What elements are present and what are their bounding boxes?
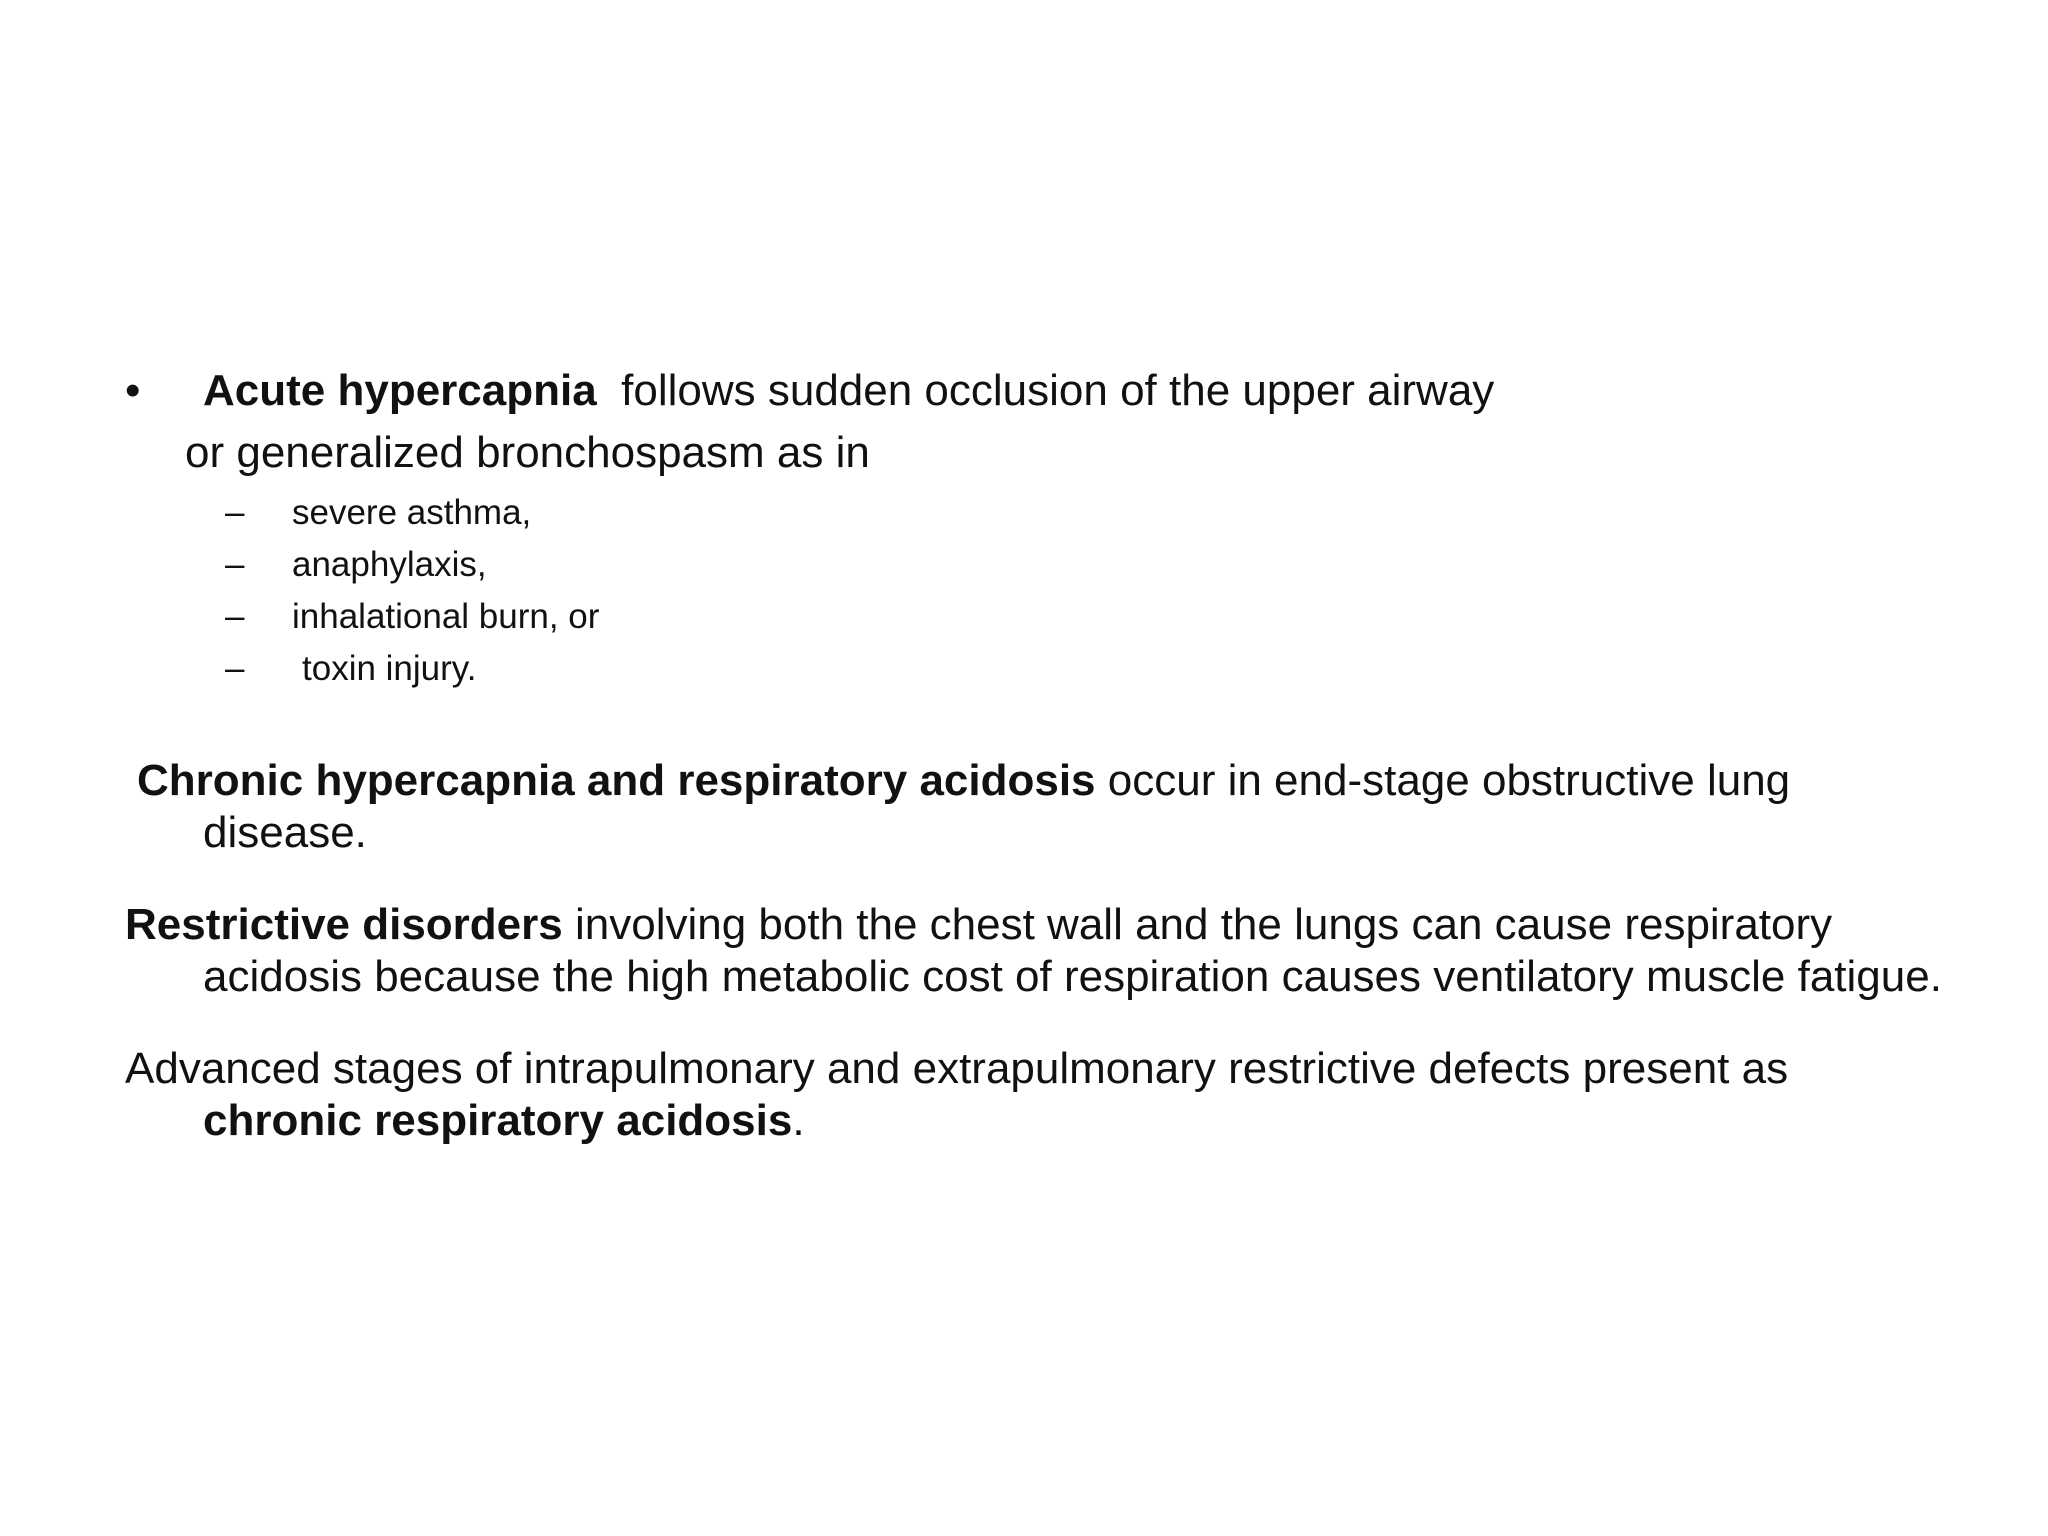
acute-causes-list xyxy=(225,487,1955,695)
dash-marker: – xyxy=(225,493,245,532)
chronic-hypercapnia-text: occur in end-stage obstructive lung disease. xyxy=(203,756,1791,857)
restrictive-disorders-term: Restrictive disorders xyxy=(125,900,563,949)
advanced-stages-period: . xyxy=(792,1096,805,1145)
advanced-stages-text: Advanced stages of intrapulmonary and extrapulmonary restrictive defects present as xyxy=(125,1044,1789,1093)
slide-body xyxy=(125,365,1955,1147)
chronic-hypercapnia-term: Chronic hypercapnia and respiratory acidosis xyxy=(137,756,1096,805)
dash-marker: – xyxy=(225,545,245,584)
acute-hypercapnia-continuation: or generalized bronchospasm as in xyxy=(185,428,870,477)
restrictive-disorders-text: involving both the chest wall and the lungs can cause respiratory acidosis because the high metabolic cost of respiration causes ventilatory muscle fatigue. xyxy=(203,900,1942,1001)
bullet-acute-hypercapnia xyxy=(125,365,1955,417)
list-item xyxy=(225,643,1955,695)
paragraph-advanced-stages xyxy=(125,1043,1955,1147)
acute-hypercapnia-term: Acute hypercapnia xyxy=(203,366,597,415)
acute-hypercapnia-text: follows sudden occlusion of the upper airway xyxy=(596,366,1495,415)
list-item xyxy=(225,539,1955,591)
list-item-text: inhalational burn, or xyxy=(292,597,600,636)
list-item-text: anaphylaxis, xyxy=(292,545,487,584)
list-item xyxy=(225,591,1955,643)
paragraph-restrictive-disorders xyxy=(125,899,1955,1003)
list-item xyxy=(225,487,1955,539)
paragraph-chronic-hypercapnia xyxy=(137,755,1955,859)
list-item-text: severe asthma, xyxy=(292,493,532,532)
chronic-respiratory-acidosis-term: chronic respiratory acidosis xyxy=(203,1096,793,1145)
list-item-text: toxin injury. xyxy=(302,649,477,688)
bullet-marker: • xyxy=(125,366,141,415)
dash-marker: – xyxy=(225,597,245,636)
dash-marker: – xyxy=(225,649,245,688)
